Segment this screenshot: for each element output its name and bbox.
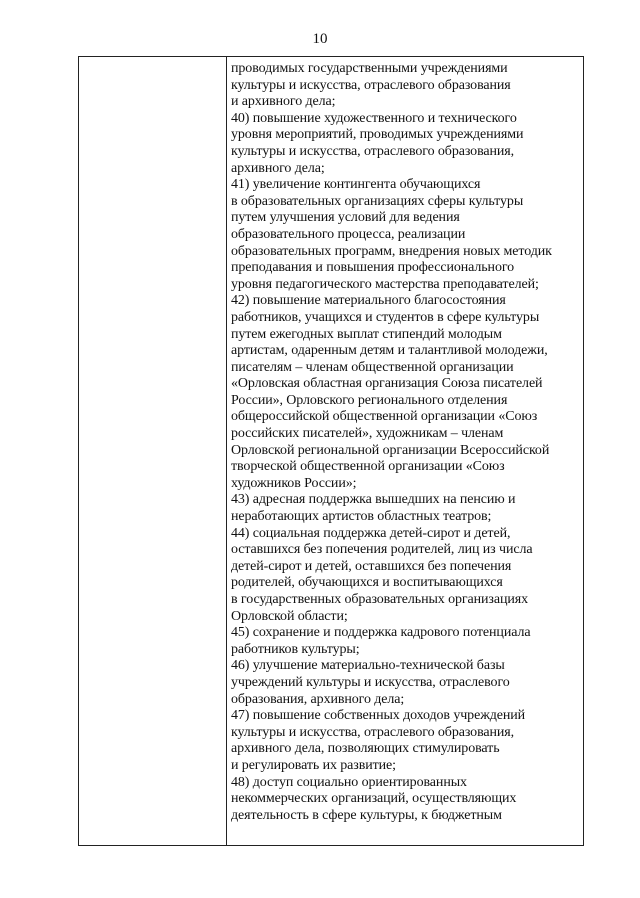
text-line: путем ежегодных выплат стипендий молодым	[231, 326, 502, 342]
text-line: 47) повышение собственных доходов учреждений	[231, 708, 526, 724]
text-line: «Орловская областная организация Союза писателей	[231, 376, 543, 392]
text-line: культуры и искусства, отраслевого образования,	[231, 724, 515, 740]
document-table	[78, 56, 584, 846]
text-line: путем улучшения условий для ведения	[231, 210, 460, 226]
text-line: 46) улучшение материально-технической базы	[231, 658, 505, 674]
text-line: 48) доступ социально ориентированных	[231, 774, 467, 790]
text-line: оставшихся без попечения родителей, лиц из числа	[231, 542, 533, 558]
page-number: 10	[312, 31, 328, 47]
text-line: 45) сохранение и поддержка кадрового потенциала	[231, 625, 531, 641]
text-line: неработающих артистов областных театров;	[231, 509, 492, 525]
text-line: образовательного процесса, реализации	[231, 226, 466, 242]
text-line: 42) повышение материального благосостояния	[231, 293, 506, 309]
text-line: в государственных образовательных организациях	[231, 592, 528, 607]
text-line: общероссийской общественной организации «Союз	[231, 409, 538, 425]
text-line: учреждений культуры и искусства, отраслевого	[231, 674, 510, 690]
text-line: работников культуры;	[231, 641, 360, 657]
text-line: творческой общественной организации «Союз	[231, 459, 505, 475]
text-line: 44) социальная поддержка детей-сирот и детей,	[231, 525, 511, 541]
text-line: Орловской региональной организации Всероссийской	[231, 442, 550, 458]
text-line: образовательных программ, внедрения новых методик	[231, 243, 552, 259]
text-line: российских писателей», художникам – членам	[231, 426, 504, 442]
text-line: художников России»;	[231, 475, 357, 491]
text-line: 40) повышение художественного и технического	[231, 110, 517, 126]
text-line: культуры и искусства, отраслевого образования	[231, 77, 511, 93]
text-line: родителей, обучающихся и воспитывающихся	[231, 575, 503, 591]
text-line: деятельность в сфере культуры, к бюджетным	[231, 807, 502, 823]
text-line: некоммерческих организаций, осуществляющих	[231, 791, 517, 807]
text-line: проводимых государственными учреждениями	[231, 61, 508, 76]
text-line: работников, учащихся и студентов в сфере культуры	[231, 309, 540, 325]
text-line: уровня мероприятий, проводимых учреждениями	[231, 127, 524, 143]
text-line: архивного дела;	[231, 160, 325, 176]
text-line: культуры и искусства, отраслевого образования,	[231, 143, 515, 159]
text-line: и архивного дела;	[231, 94, 336, 110]
text-line: Орловской области;	[231, 608, 348, 624]
text-line: детей-сирот и детей, оставшихся без попечения	[231, 558, 512, 574]
text-line: писателям – членам общественной организации	[231, 359, 514, 375]
text-line: артистам, одаренным детям и талантливой молодежи,	[231, 343, 548, 359]
column-divider	[226, 57, 227, 845]
right-column-text	[231, 61, 583, 824]
text-line: в образовательных организациях сферы культуры	[231, 193, 524, 209]
text-line: и регулировать их развитие;	[231, 757, 396, 773]
text-line: России», Орловского регионального отделения	[231, 392, 508, 408]
text-line: 43) адресная поддержка вышедших на пенсию и	[231, 492, 516, 508]
text-line: архивного дела, позволяющих стимулировать	[231, 741, 500, 757]
text-line: уровня педагогического мастерства преподавателей;	[231, 276, 539, 292]
text-line: образования, архивного дела;	[231, 691, 405, 707]
text-line: преподавания и повышения профессионального	[231, 260, 515, 276]
text-line: 41) увеличение контингента обучающихся	[231, 177, 481, 193]
